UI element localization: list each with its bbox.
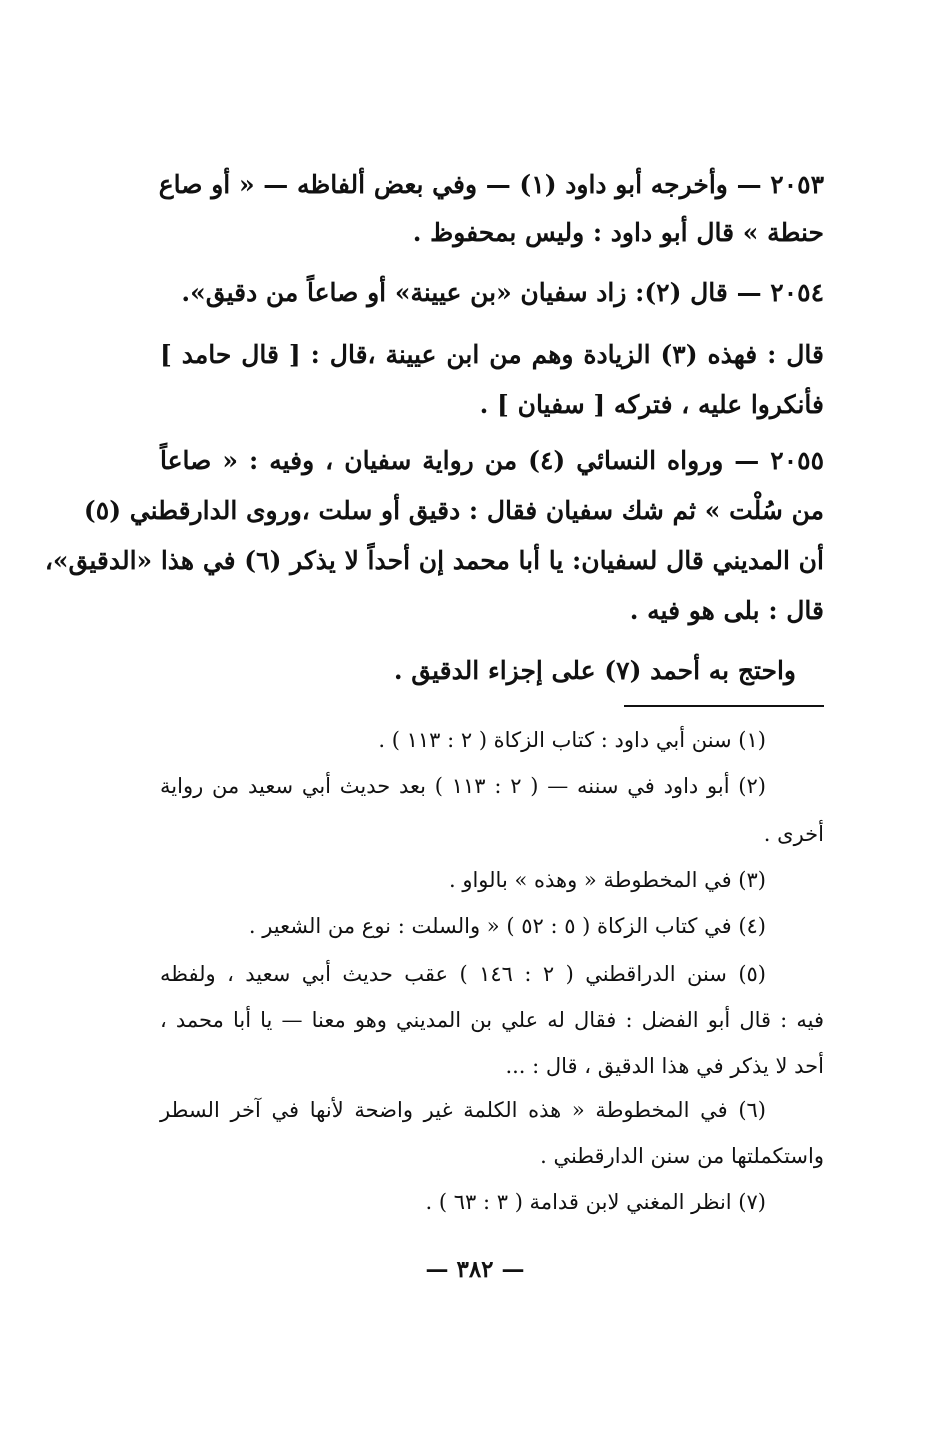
footnote-2-line-1: (٢) أبو داود في سننه — ( ٢ : ١١٣ ) بعد حديث أبي سعيد من رواية: [160, 774, 766, 798]
page-number: — ٣٨٢ —: [425, 1256, 525, 1283]
footnote-5-line-3: أحد لا يذكر في هذا الدقيق ، قال : ...: [505, 1054, 824, 1078]
hadith-2055-line-1: ٢٠٥٥ — ورواه النسائي (٤) من رواية سفيان ، وفيه : « صاعاً: [160, 446, 824, 475]
hadith-2055-line-3: أن المديني قال لسفيان: يا أبا محمد إن أحداً لا يذكر (٦) في هذا «الدقيق»،: [44, 546, 824, 575]
footnote-divider: [624, 705, 824, 707]
hadith-2053-line-1: ٢٠٥٣ — وأخرجه أبو داود (١) — وفي بعض ألفاظه — « أو صاع: [158, 170, 824, 199]
hadith-2055-comment-line-1: واحتج به أحمد (٧) على إجزاء الدقيق .: [393, 656, 796, 685]
hadith-2055-line-2: من سُلْت » ثم شك سفيان فقال : دقيق أو سلت ،وروى الدارقطني (٥): [83, 496, 824, 525]
footnote-6-line-2: واستكملتها من سنن الدارقطني .: [540, 1144, 824, 1168]
footnote-1: (١) سنن أبي داود : كتاب الزكاة ( ٢ : ١١٣ ) .: [378, 728, 766, 752]
hadith-2053-line-2: حنطة » قال أبو داود : وليس بمحفوظ .: [412, 218, 824, 247]
hadith-2055-line-4: قال : بلى هو فيه .: [629, 596, 824, 625]
hadith-2054-comment-line-2: فأنكروا عليه ، فتركه [ سفيان ] .: [479, 390, 824, 419]
footnote-7: (٧) انظر المغني لابن قدامة ( ٣ : ٦٣ ) .: [425, 1190, 766, 1214]
footnote-5-line-1: (٥) سنن الدراقطني ( ٢ : ١٤٦ ) عقب حديث أبي سعيد ، ولفظه: [160, 962, 766, 986]
footnote-3: (٣) في المخطوطة « وهذه » بالواو .: [448, 868, 766, 892]
footnote-5-line-2: فيه : قال أبو الفضل : فقال له علي بن المديني وهو معنا — يا أبا محمد ،: [160, 1008, 824, 1032]
hadith-2054-comment-line-1: قال : فهذه (٣) الزيادة وهم من ابن عيينة ،قال : [ قال حامد ]: [160, 340, 824, 369]
footnote-2-line-2: أخرى .: [763, 822, 824, 846]
footnote-6-line-1: (٦) في المخطوطة « هذه الكلمة غير واضحة لأنها في آخر السطر: [160, 1098, 766, 1122]
hadith-2054-line-1: ٢٠٥٤ — قال (٢): زاد سفيان «بن عيينة» أو صاعاً من دقيق».: [181, 278, 824, 307]
footnote-4: (٤) في كتاب الزكاة ( ٥ : ٥٢ ) « والسلت : نوع من الشعير .: [248, 914, 766, 938]
